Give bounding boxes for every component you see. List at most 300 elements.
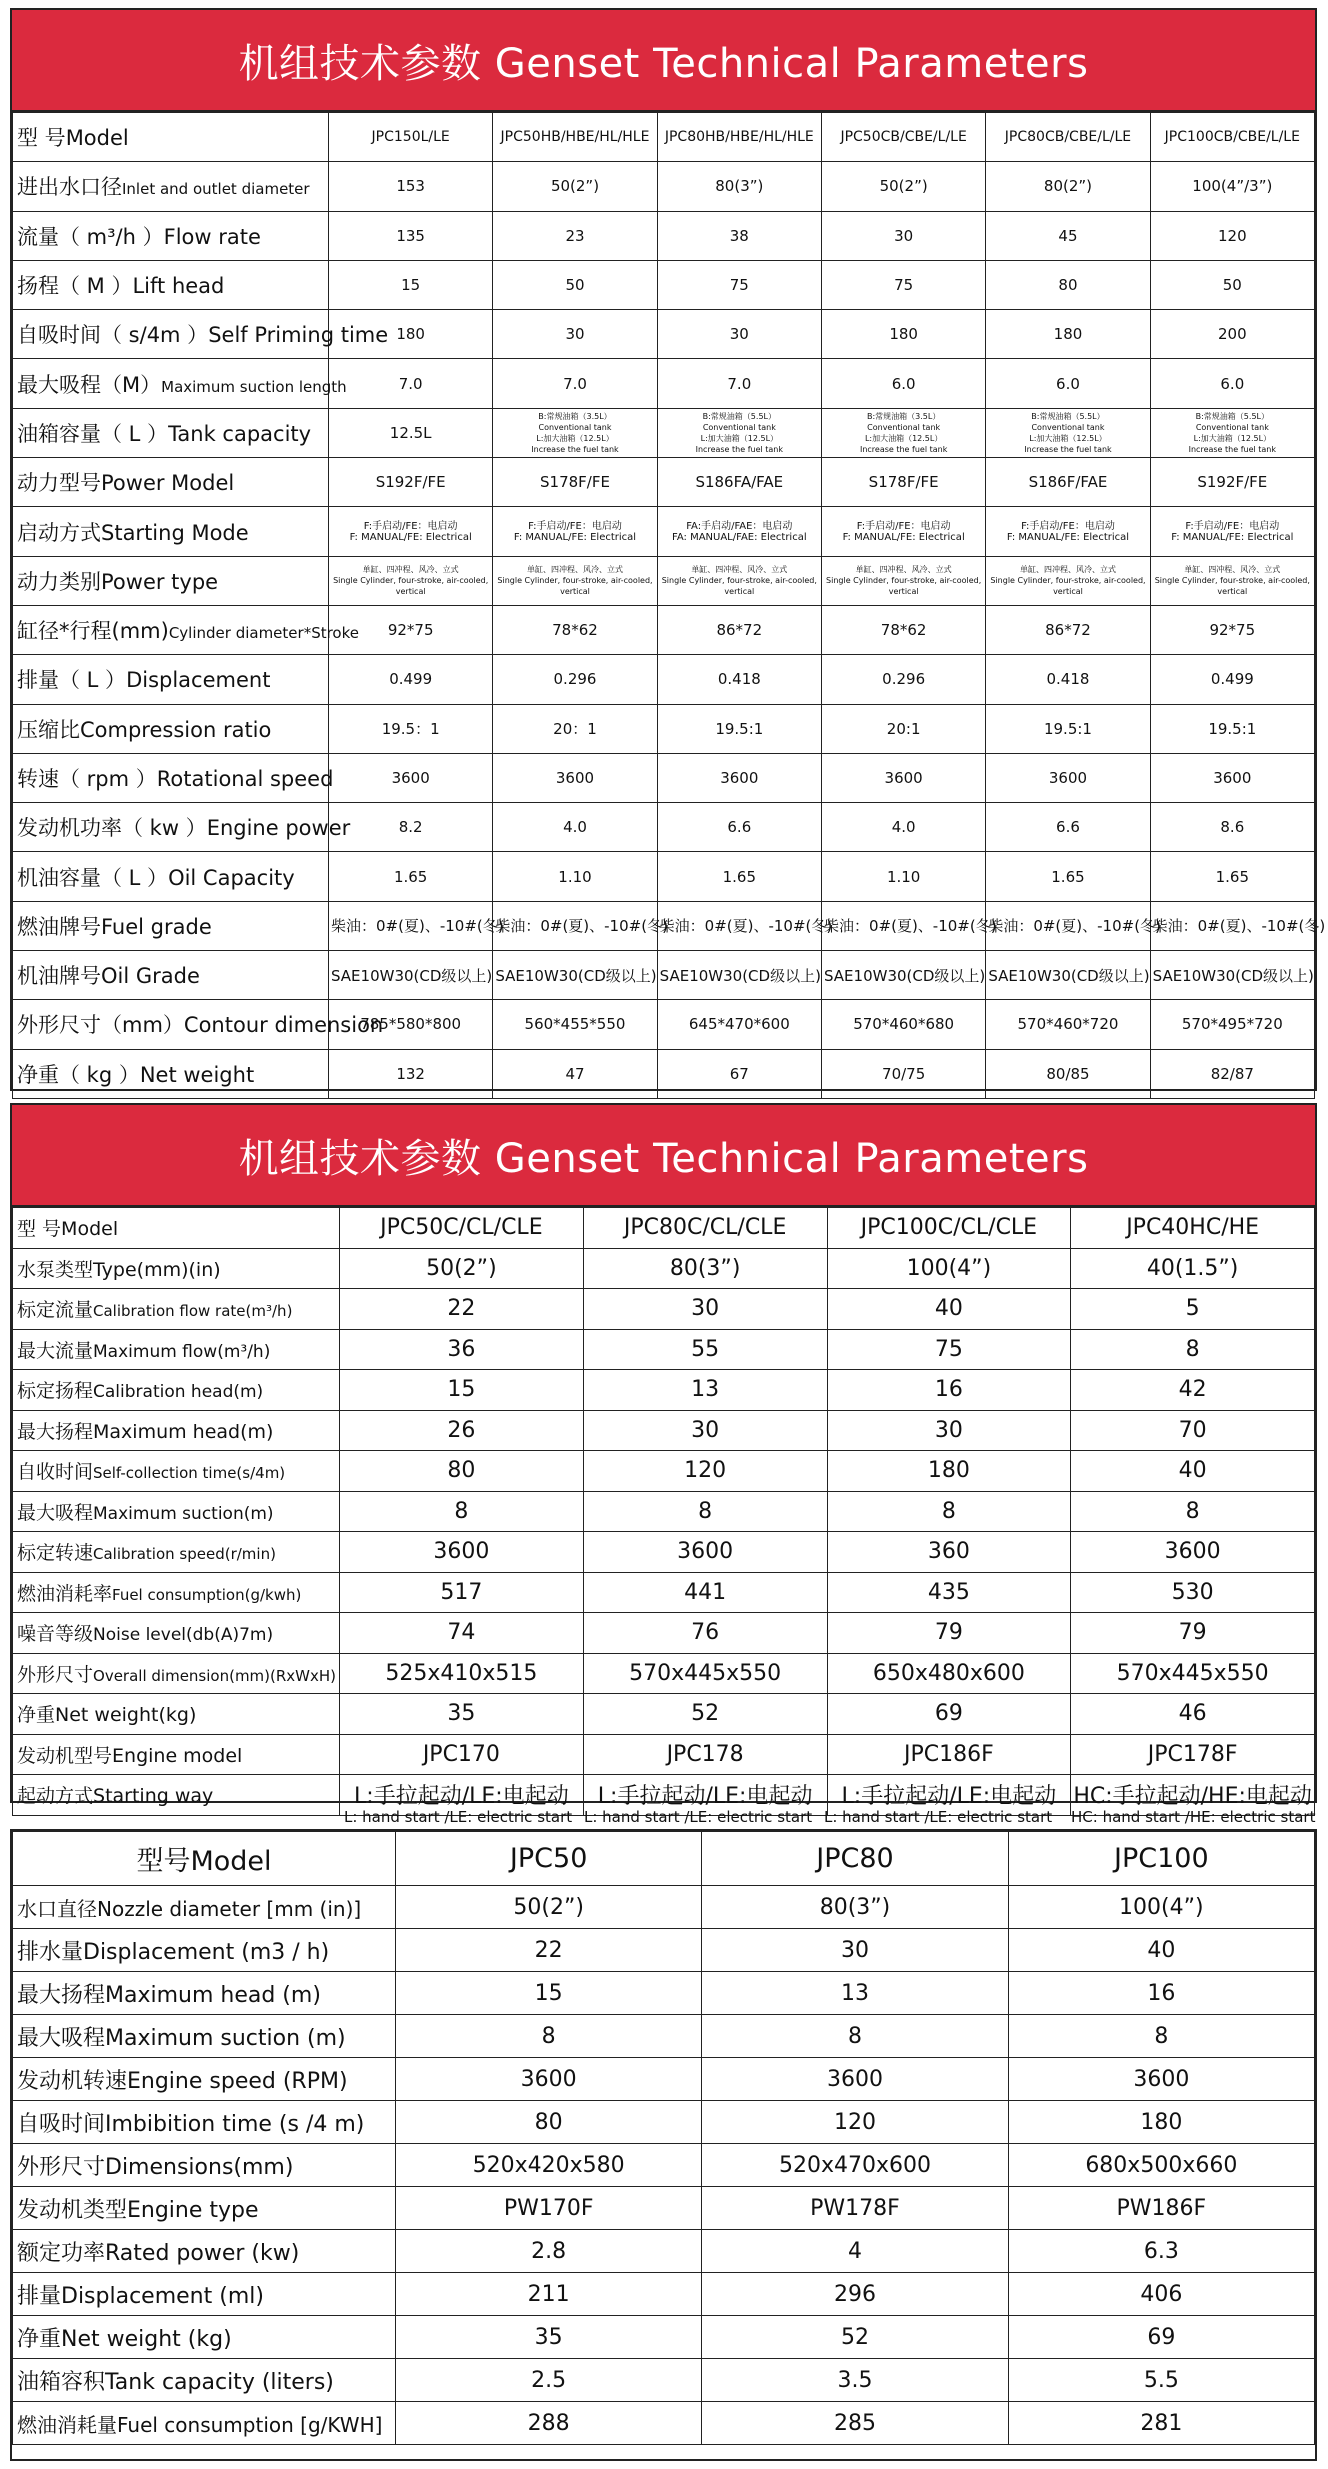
value-cell — [657, 1000, 821, 1049]
label-en: Maximum suction(m) — [93, 1503, 274, 1524]
value-cell: 35 — [396, 2316, 702, 2359]
value-cell — [986, 458, 1150, 507]
label-cn: 机油容量（ L ） — [17, 865, 169, 890]
value-cell — [821, 753, 985, 802]
value-cell: 120 — [702, 2101, 1008, 2144]
value-cell: 8 — [340, 1491, 584, 1532]
label-en: Self-collection time(s/4m) — [93, 1464, 286, 1483]
value-cell — [493, 310, 657, 359]
label-cn: 油箱容量（ L ） — [17, 421, 169, 446]
label-cn: 扬程（ M ） — [17, 274, 133, 299]
value-cell: 517 — [340, 1572, 584, 1613]
value-cell — [1150, 310, 1314, 359]
row-label: 最大吸程Maximum suction (m) — [13, 2015, 396, 2058]
row-label — [13, 901, 329, 950]
value-cell: 650x480x600 — [827, 1653, 1071, 1694]
table-row — [13, 1886, 1315, 1929]
value-cell — [657, 458, 821, 507]
cell-text: 19.5:1 — [1043, 719, 1092, 738]
cell-text: S192F/FE — [375, 473, 446, 492]
value-cell — [329, 901, 504, 950]
value-cell — [1150, 803, 1314, 852]
row-label — [13, 162, 329, 211]
value-cell: 69 — [1008, 2316, 1314, 2359]
value-cell — [657, 753, 821, 802]
value-cell: 8 — [1071, 1491, 1315, 1532]
value-cell — [329, 162, 493, 211]
label-cn: 动力类别 — [17, 569, 101, 594]
cell-text: B:常规油箱（5.5L） Conventional tank L:加大油箱（12.5L） Increase the fuel tank — [1188, 411, 1277, 454]
cell-text: 7.0 — [398, 374, 423, 393]
row-label — [13, 1694, 340, 1735]
row-label — [13, 1734, 340, 1775]
table-row — [13, 951, 1315, 1000]
table-row — [13, 1653, 1315, 1694]
table-row — [13, 162, 1315, 211]
value-cell: 15 — [340, 1370, 584, 1411]
cell-text: 3600 — [1048, 769, 1088, 787]
value-cell: 3600 — [702, 2058, 1008, 2101]
value-cell — [821, 310, 985, 359]
cell-text: 柴油：0#(夏)、-10#(冬) — [988, 917, 1161, 936]
table-row — [13, 753, 1315, 802]
cell-text: 4.0 — [891, 818, 916, 837]
value-cell — [493, 458, 657, 507]
value-cell: 2.5 — [396, 2359, 702, 2402]
value-cell: 35 — [340, 1694, 584, 1735]
table-row — [13, 2402, 1315, 2445]
value-cell — [329, 852, 493, 901]
value-cell — [493, 803, 657, 852]
row-label — [13, 1410, 340, 1451]
value-cell: 285 — [702, 2402, 1008, 2445]
footnote: L: hand start /LE: electric start — [344, 1808, 573, 1826]
value-cell: 22 — [396, 1929, 702, 1972]
cell-text: S178F/FE — [540, 473, 610, 492]
label-cn: 净重 — [17, 1704, 56, 1727]
table-row — [13, 1572, 1315, 1613]
value-cell: 180 — [1008, 2101, 1314, 2144]
label-en: Net weight(kg) — [55, 1704, 197, 1727]
header-label — [13, 113, 329, 162]
table1-title: 机组技术参数 Genset Technical Parameters — [12, 10, 1315, 112]
value-cell — [493, 162, 657, 211]
value-cell: 40 — [827, 1289, 1071, 1330]
cell-text: 3600 — [884, 769, 923, 787]
table-row — [13, 1000, 1315, 1049]
value-cell: 3.5 — [702, 2359, 1008, 2402]
value-cell — [1150, 408, 1314, 457]
cell-text: 45 — [1058, 226, 1078, 245]
value-cell — [657, 408, 821, 457]
row-label — [13, 803, 351, 852]
cell-text: 78*62 — [880, 621, 927, 640]
row-label — [13, 458, 329, 507]
cell-text: 柴油：0#(夏)、-10#(冬) — [659, 917, 833, 936]
value-cell: 120 — [583, 1451, 827, 1492]
row-label — [13, 211, 329, 260]
cell-text: 82/87 — [1210, 1064, 1254, 1083]
row-label — [13, 1329, 340, 1370]
label-en: Fuel consumption(g/kwh) — [112, 1585, 302, 1604]
value-cell: 2.8 — [396, 2230, 702, 2273]
value-cell: 296 — [702, 2273, 1008, 2316]
value-cell: JPC178 — [583, 1734, 827, 1775]
value-cell: 22 — [340, 1289, 584, 1330]
cell-text: 15 — [401, 276, 421, 295]
value-cell — [657, 704, 821, 753]
value-cell: 80 — [396, 2101, 702, 2144]
value-cell — [821, 1049, 985, 1098]
label-cn: 起动方式 — [17, 1785, 94, 1808]
value-cell: 8 — [1071, 1329, 1315, 1370]
model-header-cell: JPC100 — [1008, 1832, 1314, 1886]
value-cell — [493, 260, 657, 309]
table-row — [13, 1451, 1315, 1492]
table-row — [13, 1613, 1315, 1654]
table-row — [13, 408, 1315, 457]
value-cell: 211 — [396, 2273, 702, 2316]
table-row — [13, 1532, 1315, 1573]
label-en: Engine power — [206, 816, 351, 841]
value-cell — [329, 803, 493, 852]
label-cn: 压缩比 — [17, 717, 80, 742]
value-cell: 360 — [827, 1532, 1071, 1573]
label-en: Power Model — [101, 471, 235, 496]
value-cell — [657, 507, 821, 556]
cell-text: 单缸、四冲程、风冷、立式 Single Cylinder, four-stroke, air-cooled, vertical — [990, 565, 1146, 597]
label-cn: 缸径*行程(mm) — [17, 619, 169, 644]
cell-text: SAE10W30(CD级以上) — [331, 966, 493, 985]
table-row — [13, 458, 1315, 507]
cell-text: 0.499 — [1210, 670, 1254, 689]
cell-text: 8.6 — [1220, 818, 1245, 837]
label-cn: 最大扬程 — [17, 1420, 94, 1443]
value-cell: 40 — [1071, 1451, 1315, 1492]
cell-text: 30 — [894, 226, 914, 245]
row-label — [13, 556, 329, 605]
value-cell: L:手拉起动/LE:电起动 — [583, 1775, 827, 1816]
cell-text: B:常规油箱（5.5L） Conventional tank L:加大油箱（12.5L） Increase the fuel tank — [1024, 411, 1112, 454]
value-cell — [329, 753, 493, 802]
cell-text: 7.0 — [727, 374, 752, 393]
table-row — [13, 1248, 1315, 1289]
value-cell — [986, 408, 1150, 457]
value-cell: 42 — [1071, 1370, 1315, 1411]
value-cell: 30 — [583, 1289, 827, 1330]
label-cn: 净重（ kg ） — [17, 1062, 140, 1087]
label-en: Self Priming time — [208, 323, 389, 348]
table-row — [13, 2015, 1315, 2058]
table1-grid — [12, 112, 1326, 1099]
row-label — [13, 1248, 340, 1289]
value-cell — [821, 655, 985, 704]
table-row — [13, 704, 1315, 753]
row-label: 排量Displacement (ml) — [13, 2273, 396, 2316]
label-cn: 发动机功率（ kw ） — [17, 816, 207, 841]
value-cell — [493, 408, 657, 457]
value-cell: 26 — [340, 1410, 584, 1451]
cell-text: SAE10W30(CD级以上) — [495, 966, 657, 985]
value-cell: 80(3”) — [583, 1248, 827, 1289]
footnote: L: hand start /LE: electric start — [824, 1808, 1053, 1826]
cell-text: 1.65 — [393, 867, 428, 886]
table-row — [13, 2144, 1315, 2187]
value-cell — [821, 605, 985, 654]
value-cell — [1150, 1049, 1314, 1098]
value-cell — [329, 211, 493, 260]
value-cell: 52 — [702, 2316, 1008, 2359]
row-label: 自吸时间Imbibition time (s /4 m) — [13, 2101, 396, 2144]
cell-text: B:常规油箱（3.5L） Conventional tank L:加大油箱（12.5L） Increase the fuel tank — [531, 411, 619, 454]
table-row — [13, 310, 1315, 359]
value-cell — [657, 359, 821, 408]
table-row — [13, 1289, 1315, 1330]
cell-text: 153 — [396, 177, 425, 196]
label-en: Tank capacity — [168, 421, 312, 446]
cell-text: 19.5:1 — [1208, 719, 1257, 738]
value-cell: PW186F — [1008, 2187, 1314, 2230]
table-row — [13, 605, 1315, 654]
value-cell — [329, 458, 493, 507]
label-en: Maximum head(m) — [93, 1420, 274, 1443]
value-cell — [493, 507, 657, 556]
label-en: Calibration head(m) — [93, 1382, 264, 1403]
cell-text: 23 — [565, 226, 585, 245]
model-header-cell: JPC80CB/CBE/L/LE — [986, 113, 1150, 162]
label-en: Oil Capacity — [168, 865, 295, 890]
value-cell — [986, 310, 1150, 359]
row-label — [13, 260, 329, 309]
value-cell — [329, 260, 493, 309]
cell-text: 135 — [396, 226, 425, 245]
footnote: L: hand start /LE: electric start — [584, 1808, 813, 1826]
cell-text: 80 — [1058, 276, 1078, 295]
label-cn: 发动机型号 — [17, 1744, 113, 1767]
table-row — [13, 1694, 1315, 1735]
value-cell — [1150, 162, 1314, 211]
label-en: Calibration speed(r/min) — [93, 1545, 276, 1564]
label-cn: 型 号 — [17, 1218, 62, 1241]
table2-header-row — [13, 1208, 1315, 1249]
label-cn: 自收时间 — [17, 1461, 94, 1484]
label-en: Inlet and outlet diameter — [122, 180, 310, 199]
row-label: 发动机转速Engine speed (RPM) — [13, 2058, 396, 2101]
cell-text: 75 — [729, 276, 749, 295]
value-cell: 79 — [827, 1613, 1071, 1654]
cell-text: 20:1 — [886, 719, 921, 738]
table-row — [13, 1491, 1315, 1532]
value-cell — [821, 211, 985, 260]
table-row — [13, 2230, 1315, 2273]
value-cell: 3600 — [396, 2058, 702, 2101]
value-cell — [821, 704, 985, 753]
row-label: 水口直径Nozzle diameter [mm (in)] — [13, 1886, 396, 1929]
cell-text: B:常规油箱（3.5L） Conventional tank L:加大油箱（12.5L） Increase the fuel tank — [859, 411, 948, 454]
genset-table-2 — [10, 1103, 1317, 1810]
row-label — [13, 310, 389, 359]
value-cell: 15 — [396, 1972, 702, 2015]
row-label: 发动机类型Engine type — [13, 2187, 396, 2230]
cell-text: 570*495*720 — [1181, 1015, 1283, 1034]
value-cell — [657, 803, 821, 852]
row-label: 燃油消耗量Fuel consumption [g/KWH] — [13, 2402, 396, 2445]
value-cell: 40 — [1008, 1929, 1314, 1972]
row-label — [13, 852, 329, 901]
table-row — [13, 2058, 1315, 2101]
model-header-cell: JPC40HC/HE — [1071, 1208, 1315, 1249]
row-label — [13, 655, 329, 704]
value-cell: 6.3 — [1008, 2230, 1314, 2273]
row-label — [13, 1049, 329, 1098]
cell-text: F:手启动/FE：电启动 F: MANUAL/FE: Electrical — [349, 520, 472, 543]
row-label — [13, 1289, 340, 1330]
value-cell — [986, 605, 1150, 654]
table-row — [13, 2359, 1315, 2402]
table-row — [13, 507, 1315, 556]
row-label — [13, 1653, 340, 1694]
value-cell — [1150, 359, 1314, 408]
value-cell — [657, 655, 821, 704]
cell-text: 100(4”/3”) — [1192, 177, 1273, 196]
value-cell — [986, 507, 1150, 556]
table-row — [13, 2273, 1315, 2316]
cell-text: F:手启动/FE：电启动 F: MANUAL/FE: Electrical — [1171, 520, 1294, 543]
label-cn: 型 号 — [17, 126, 66, 151]
value-cell — [986, 803, 1150, 852]
value-cell — [493, 951, 657, 1000]
label-en: Oil Grade — [101, 964, 200, 989]
row-label: 油箱容积Tank capacity (liters) — [13, 2359, 396, 2402]
value-cell — [329, 1049, 493, 1098]
value-cell: PW170F — [396, 2187, 702, 2230]
value-cell — [493, 901, 668, 950]
cell-text: 80(2”) — [1043, 177, 1093, 196]
cell-text: 19.5：1 — [381, 720, 440, 739]
table-row — [13, 211, 1315, 260]
value-cell — [821, 852, 985, 901]
value-cell: 30 — [583, 1410, 827, 1451]
cell-text: 1.65 — [1051, 867, 1085, 886]
label-en: Cylinder diameter*Stroke — [168, 624, 359, 643]
label-cn: 排量（ L ） — [17, 668, 127, 693]
value-cell: 8 — [1008, 2015, 1314, 2058]
value-cell: 36 — [340, 1329, 584, 1370]
cell-text: 0.418 — [1046, 670, 1090, 689]
label-en: Power type — [101, 569, 219, 594]
header-label: 型号Model — [13, 1832, 396, 1886]
cell-text: 180 — [396, 325, 425, 344]
cell-text: F:手启动/FE：电启动 F: MANUAL/FE: Electrical — [513, 520, 637, 543]
value-cell — [493, 556, 657, 605]
cell-text: 3600 — [720, 769, 759, 787]
value-cell: 180 — [827, 1451, 1071, 1492]
value-cell: 3600 — [1071, 1532, 1315, 1573]
table2-footnotes — [10, 1806, 1317, 1828]
value-cell: 40(1.5”) — [1071, 1248, 1315, 1289]
label-cn: 标定扬程 — [17, 1380, 94, 1403]
value-cell: 8 — [583, 1491, 827, 1532]
cell-text: 单缸、四冲程、风冷、立式 Single Cylinder, four-stroke, air-cooled, vertical — [333, 565, 489, 597]
value-cell: 3600 — [583, 1532, 827, 1573]
label-cn: 自吸时间（ s/4m ） — [17, 323, 209, 348]
cell-text: 570*460*720 — [1017, 1015, 1119, 1034]
cell-text: 67 — [729, 1064, 749, 1083]
cell-text: 92*75 — [387, 621, 434, 640]
label-en: Displacement — [126, 668, 271, 693]
cell-text: 75 — [894, 276, 914, 295]
value-cell: 8 — [827, 1491, 1071, 1532]
cell-text: 单缸、四冲程、风冷、立式 Single Cylinder, four-stroke, air-cooled, vertical — [661, 565, 817, 597]
row-label — [13, 507, 329, 556]
label-en: Starting way — [93, 1785, 214, 1808]
label-en: Starting Mode — [101, 520, 249, 545]
value-cell: 74 — [340, 1613, 584, 1654]
cell-text: 180 — [1053, 325, 1083, 344]
table-row — [13, 556, 1315, 605]
value-cell: 75 — [827, 1329, 1071, 1370]
label-cn: 噪音等级 — [17, 1623, 94, 1646]
value-cell: JPC186F — [827, 1734, 1071, 1775]
table2-title: 机组技术参数 Genset Technical Parameters — [12, 1105, 1315, 1207]
header-label — [13, 1208, 340, 1249]
label-en: Overall dimension(mm)(RxWxH) — [93, 1666, 337, 1685]
label-cn: 最大流量 — [17, 1339, 94, 1362]
cell-text: SAE10W30(CD级以上) — [823, 966, 986, 985]
label-en: Rotational speed — [156, 767, 334, 791]
value-cell — [493, 359, 657, 408]
label-en: Compression ratio — [80, 717, 272, 742]
value-cell: 30 — [702, 1929, 1008, 1972]
value-cell — [1150, 211, 1314, 260]
table-row — [13, 2316, 1315, 2359]
cell-text: 86*72 — [1045, 621, 1091, 640]
cell-text: 570*460*680 — [853, 1015, 955, 1034]
cell-text: 6.0 — [891, 374, 916, 393]
value-cell: 435 — [827, 1572, 1071, 1613]
value-cell: 13 — [583, 1370, 827, 1411]
value-cell: 4 — [702, 2230, 1008, 2273]
value-cell: L:手拉起动/LE:电起动 — [340, 1775, 584, 1816]
value-cell: 680x500x660 — [1008, 2144, 1314, 2187]
cell-text: 86*72 — [716, 621, 763, 640]
value-cell — [986, 901, 1161, 950]
cell-text: FA:手启动/FAE：电启动 FA: MANUAL/FAE: Electrical — [672, 520, 807, 543]
value-cell — [329, 507, 493, 556]
value-cell: PW178F — [702, 2187, 1008, 2230]
model-header-cell: JPC150L/LE — [329, 113, 493, 162]
label-cn: 燃油牌号 — [17, 914, 101, 939]
value-cell: 46 — [1071, 1694, 1315, 1735]
table3-grid — [12, 1831, 1315, 2445]
row-label — [13, 1370, 340, 1411]
value-cell — [329, 951, 493, 1000]
table-row — [13, 359, 1315, 408]
label-en: Type(mm)(in) — [93, 1258, 221, 1281]
row-label — [13, 1613, 340, 1654]
value-cell: 30 — [827, 1410, 1071, 1451]
label-en: Engine model — [112, 1744, 243, 1767]
label-cn: 外形尺寸（mm） — [17, 1013, 184, 1038]
value-cell — [1150, 556, 1314, 605]
value-cell — [986, 1049, 1150, 1098]
cell-text: 80/85 — [1046, 1064, 1090, 1083]
label-cn: 转速（ rpm ） — [17, 767, 157, 791]
value-cell — [986, 753, 1150, 802]
cell-text: 180 — [889, 325, 918, 344]
row-label — [13, 753, 334, 802]
value-cell — [657, 852, 821, 901]
